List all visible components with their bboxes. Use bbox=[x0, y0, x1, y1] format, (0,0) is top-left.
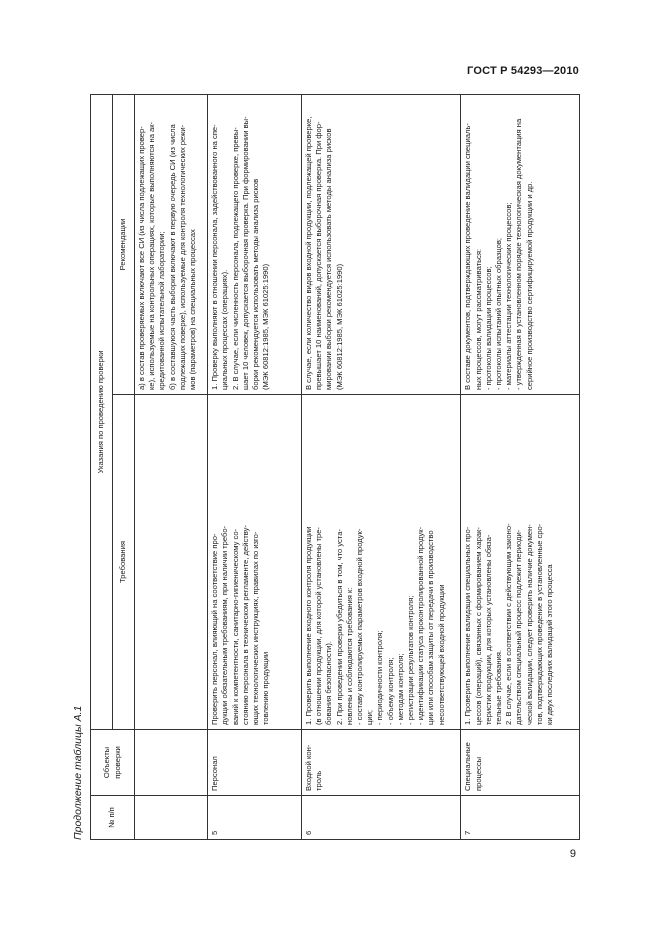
row-recommendations bbox=[302, 95, 461, 395]
table-row bbox=[461, 95, 580, 840]
header-requirements: Требования bbox=[113, 395, 135, 730]
recommendations-line: - протоколы валидации процессов; bbox=[483, 266, 493, 390]
requirements-line: Проверить персонал, влияющий на соответствие про- bbox=[210, 533, 220, 725]
recommendations-line: подлежащих поверке), используемые для контроля технологических режи- bbox=[177, 124, 187, 390]
requirements-line: - регистрации результатов контроля; bbox=[406, 595, 416, 725]
requirements-line: 1. Проверить выполнение валидации специальных про- bbox=[463, 526, 473, 725]
recommendations-line: превышает 10 наименований, допускается выборочная проверка. При фор- bbox=[314, 121, 324, 390]
row-number: 7 bbox=[461, 796, 580, 840]
requirements-line: - объему контроля; bbox=[385, 657, 395, 725]
table-row bbox=[302, 95, 461, 840]
recommendations-line: шает 10 человек, допускается выборочная проверка. При формировании вы- bbox=[240, 116, 250, 390]
rotated-table-area bbox=[72, 95, 580, 840]
requirements-line: - методам контроля; bbox=[395, 653, 405, 725]
inspection-table bbox=[90, 94, 580, 840]
recommendations-line: 1. Проверку выполняют в отношении персонала, задействованного на спе- bbox=[210, 124, 220, 390]
row-recommendations bbox=[461, 95, 580, 395]
row-object bbox=[135, 730, 208, 796]
page-number: 9 bbox=[569, 848, 576, 860]
recommendations-line: борки рекомендуется использовать методы анализа рисков bbox=[251, 178, 261, 390]
header-recommendations: Рекомендации bbox=[113, 95, 135, 395]
requirements-line: (в отношении продукции, для которой установлены тре- bbox=[314, 527, 324, 725]
recommendations-line: В случае, если количество видов входной продукции, подлежащей проверке, bbox=[304, 116, 314, 390]
requirements-line: дукции обязательным требованиям, при наличии требо- bbox=[220, 525, 230, 725]
requirements-line: бования безопасности). bbox=[324, 640, 334, 725]
row-object: Специальные процессы bbox=[461, 730, 580, 796]
recommendations-line: б) в составшуюся часть выборки включают в первую очередь СИ (из числа bbox=[167, 124, 177, 390]
requirements-line: несоответствующей входной продукции bbox=[436, 584, 446, 725]
recommendations-line: - утвержденная в установленном порядке технологическая документация на bbox=[514, 118, 524, 390]
requirements-line: 1. Проверить выполнение входного контроля продукции bbox=[304, 526, 314, 725]
recommendations-line: ных процессов, могут рассматриваться: bbox=[473, 248, 483, 390]
row-requirements bbox=[208, 395, 302, 730]
row-requirements bbox=[302, 395, 461, 730]
requirements-line: - составу контролируемых параметров входной продук- bbox=[355, 528, 365, 725]
requirements-line: теристик продукции, для которых установлены обяза- bbox=[483, 534, 493, 725]
row-recommendations bbox=[208, 95, 302, 395]
recommendations-line: 2. В случае, если численность персонала, подлежащего проверке, превы- bbox=[230, 127, 240, 390]
recommendations-line: - материалы аттестации технологических процессов; bbox=[504, 202, 514, 390]
row-requirements bbox=[461, 395, 580, 730]
requirements-line: новлены и соблюдаются требования к: bbox=[344, 587, 354, 725]
recommendations-line: ке), используемые на контрольных операциях, которые выполняются на ак- bbox=[147, 121, 157, 390]
requirements-line: ции или способам защиты от передачи в производство bbox=[426, 530, 436, 725]
requirements-line: 2. В случае, если в соответствии с действующим законо- bbox=[504, 523, 514, 725]
recommendations-line: кредитованной испытательной лаборатории; bbox=[157, 231, 167, 390]
requirements-line: дательством специальный процесс подлежит периоди- bbox=[514, 529, 524, 725]
recommendations-line: мировании выборки рекомендуется использовать методы анализа рисков bbox=[324, 128, 334, 390]
requirements-line: товлению продукции bbox=[261, 651, 271, 725]
recommendations-line: (МЭК 60812:1985, МЭК 61025:1990) bbox=[334, 263, 344, 390]
row-number: 6 bbox=[302, 796, 461, 840]
row-number bbox=[135, 796, 208, 840]
requirements-line: 2. При проведении проверки убедиться в том, что уста- bbox=[334, 529, 344, 725]
recommendations-line: циальных процессах (операциях). bbox=[220, 269, 230, 390]
document-code: ГОСТ Р 54293—2010 bbox=[467, 65, 579, 77]
requirements-line: - идентификации статуса проконтролированной продук- bbox=[416, 526, 426, 725]
recommendations-line: серийное производство сертифицируемой продукции и др. bbox=[524, 181, 534, 390]
requirements-line: ваний к компетентности, санитарно-гигиеническому со- bbox=[230, 528, 240, 725]
row-number: 5 bbox=[208, 796, 302, 840]
recommendations-line: В составе документов, подтверждающих проведение валидации специаль- bbox=[463, 123, 473, 390]
table-continuation-label: Продолжение таблицы А.1 bbox=[72, 705, 84, 840]
table-row bbox=[208, 95, 302, 840]
requirements-line: ческой валидации, следует проверить наличие докумен- bbox=[524, 524, 534, 725]
requirements-line: ки двух последних валидаций этого процесса bbox=[545, 564, 555, 725]
recommendations-line: - протоколы испытаний опытных образцов; bbox=[494, 238, 503, 390]
header-object: Объекты проверки bbox=[91, 730, 135, 796]
requirements-line: стоянию персонала в техническом регламенте, действу- bbox=[240, 525, 250, 725]
requirements-line: тельные требования. bbox=[494, 650, 503, 725]
row-recommendations bbox=[135, 95, 208, 395]
requirements-line: - периодичности контроля; bbox=[375, 630, 385, 725]
requirements-line: цессов (операций), связанных с формированием харак- bbox=[473, 527, 483, 725]
recommendations-line: а) в состав проверяемых включают все СИ (из числа подлежащих провер- bbox=[137, 126, 146, 390]
row-requirements bbox=[135, 395, 208, 730]
row-object: Входной кон-троль bbox=[302, 730, 461, 796]
requirements-line: тов, подтверждающих проведение в установленные сро- bbox=[534, 523, 544, 725]
recommendations-line: (МЭК 60812:1985, МЭК 61025:1990) bbox=[261, 263, 271, 390]
row-object: Персонал bbox=[208, 730, 302, 796]
header-num: № п/п bbox=[91, 796, 135, 840]
requirements-line: ющих технологических инструкциях, правилах по изго- bbox=[251, 531, 261, 725]
requirements-line: ции; bbox=[365, 710, 375, 725]
header-instructions: Указания по проведению проверки bbox=[91, 95, 113, 730]
recommendations-line: мов (параметров) на специальных процессах bbox=[188, 229, 198, 390]
table-row bbox=[135, 95, 208, 840]
